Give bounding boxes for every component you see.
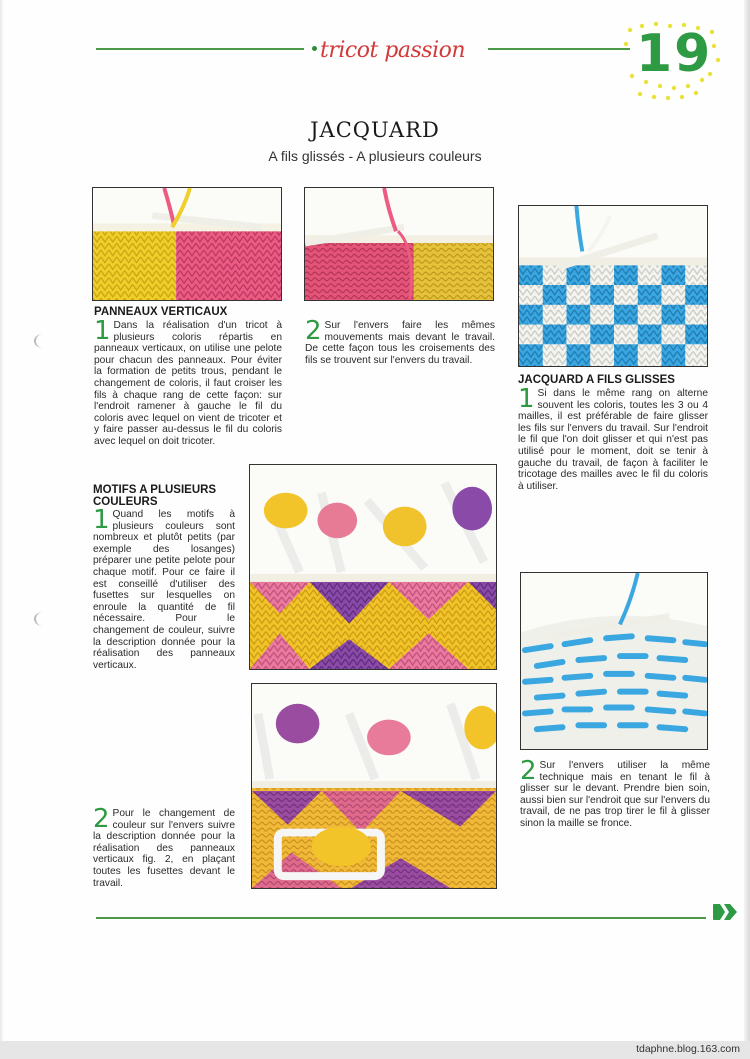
- header-rule-right: [488, 48, 630, 50]
- text-fils-glisses-step1: [518, 384, 708, 492]
- step-text: Sur l'envers faire les mêmes mouvements mais devant le travail. De cette façon tous les croisements des fils se trouvent sur l'envers du travail.: [305, 320, 495, 366]
- step-text: Dans la réalisation d'un tricot à plusieurs coloris répartis en panneaux verticaux, on utilise une pelote pour chacun des panneaux. Pour éviter la formation de petits trous, pendant le changement de coloris, il faut croiser les fils à chaque rang de cette façon: sur l'endroit ramener à gauche le fil du coloris avec lequel on vient de tricoter et y faire passer au-dessus le fil du coloris avec lequel on doit tricoter.: [94, 320, 282, 447]
- binder-hole-bottom: [34, 612, 52, 626]
- text-panneaux-step2: [305, 316, 495, 366]
- text-motifs-step2: [93, 804, 235, 889]
- binder-hole-top: [34, 334, 52, 348]
- photo-multicolor-motifs-front: [249, 464, 497, 670]
- heading-motifs-couleurs: MOTIFS A PLUSIEURS COULEURS: [93, 484, 217, 508]
- text-fils-glisses-step2: [520, 756, 710, 830]
- step-number: 2: [93, 804, 110, 834]
- text-panneaux-step1: [94, 316, 282, 448]
- step-text: Pour le changement de couleur sur l'envers suivre la description donnée pour la réalisation des panneaux verticaux fig. 2, en plaçant toutes les fusettes devant le travail.: [93, 808, 235, 889]
- step-number: 1: [518, 384, 535, 414]
- heading-panneaux-verticaux: PANNEAUX VERTICAUX: [94, 306, 228, 318]
- photo-vertical-panels-back: [304, 187, 494, 301]
- step-text: Quand les motifs à plusieurs couleurs sont nombreux et plutôt petits (par exemple des losanges) préparer une petite pelote pour chaque motif. Pour ce faire il est conseillé d'utiliser des fusettes sur lesquelles on enroule la quantité de fil nécessaire. Pour le changement de couleur, suivre la description donnée pour la réalisation des panneaux verticaux.: [93, 509, 235, 671]
- footer-rule: [96, 917, 706, 919]
- step-number: 1: [93, 505, 110, 535]
- text-motifs-step1: [93, 505, 235, 671]
- page-number: 19: [636, 24, 713, 84]
- step-number: 2: [520, 756, 537, 786]
- brand-logo: tricot passion: [320, 38, 466, 63]
- photo-vertical-panels-front: [92, 187, 282, 301]
- watermark: tdaphne.blog.163.com: [636, 1043, 740, 1055]
- heading-fils-glisses: JACQUARD A FILS GLISSES: [518, 374, 675, 386]
- step-number: 1: [94, 316, 111, 346]
- page-title: JACQUARD: [310, 118, 440, 142]
- header-rule-left: [96, 48, 304, 50]
- brand-dot: [312, 46, 317, 51]
- page-subtitle: A fils glissés - A plusieurs couleurs: [268, 148, 482, 164]
- step-text: Si dans le même rang on alterne souvent les coloris, toutes les 3 ou 4 mailles, il est préférable de faire glisser les fils sur l'envers du travail. Sur l'endroit le fil que l'on doit glisser et qui n'est pas utilisé pour le moment, doit se tenir à gauche du travail, de façon à faciliter le tricotage des mailles avec le fil du coloris à utiliser.: [518, 388, 708, 492]
- photo-multicolor-motifs-back: [251, 683, 497, 889]
- step-text: Sur l'envers utiliser la même technique mais en tenant le fil à glisser sur le devant. Prendre bien soin, aussi bien sur l'endroit que sur l'envers du travail, de ne pas trop tirer le fil à glisser sinon la maille se fronce.: [520, 760, 710, 829]
- next-page-arrow-icon[interactable]: [712, 903, 738, 921]
- step-number: 2: [305, 316, 322, 346]
- photo-slipped-threads-back: [520, 572, 708, 750]
- photo-slipped-threads-front: [518, 205, 708, 367]
